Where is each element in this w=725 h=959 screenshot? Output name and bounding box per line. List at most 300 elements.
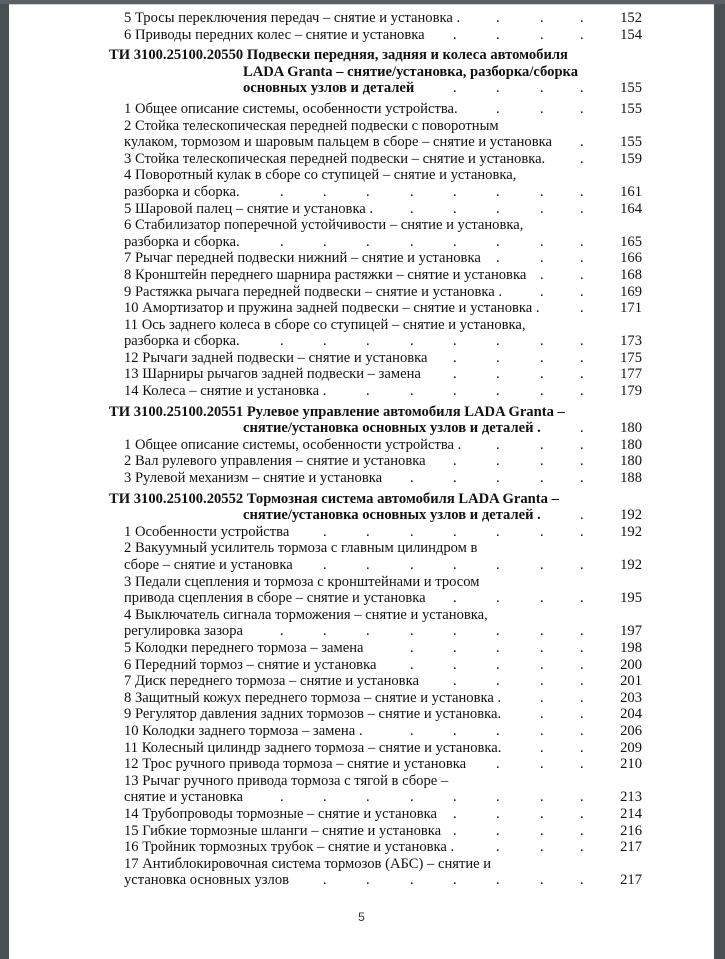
leader-dot: .	[540, 100, 544, 117]
toc-page-number: 159	[620, 150, 642, 167]
toc-entry[interactable]	[9, 317, 714, 350]
leader-dot: .	[410, 872, 414, 889]
leader-dot: .	[410, 639, 414, 656]
leader-dot: .	[580, 453, 584, 470]
leader-dot: .	[280, 333, 284, 350]
toc-line	[9, 773, 714, 790]
leader-dot: .	[580, 839, 584, 856]
toc-line	[9, 590, 714, 607]
toc-entry-text: 4 Поворотный кулак в сборе со ступицей – снятие и установка,	[124, 167, 517, 184]
toc-entry-text: 9 Растяжка рычага передней подвески – снятие и установка .	[124, 283, 503, 300]
toc-line	[9, 201, 714, 218]
leader-dot: .	[540, 10, 544, 26]
toc-page-number: 206	[620, 722, 642, 739]
toc-line	[9, 806, 714, 823]
toc-page-number: 213	[620, 789, 642, 806]
leader-dot: .	[540, 839, 544, 856]
toc-page-number: 169	[620, 283, 642, 300]
leader-dot: .	[496, 557, 500, 573]
leader-dot: .	[280, 183, 284, 200]
toc-entry[interactable]	[9, 740, 714, 757]
leader-dot: .	[453, 623, 457, 640]
toc-entry[interactable]	[9, 773, 714, 806]
toc-page-number: 155	[620, 80, 642, 97]
toc-line	[9, 184, 714, 201]
toc-section-heading[interactable]	[9, 47, 714, 97]
leader-dot: .	[496, 10, 500, 26]
leader-dot: .	[496, 805, 500, 822]
toc-page-number: 165	[620, 233, 642, 250]
toc-entry-text: кулаком, тормозом и шаровым пальцем в сборе – снятие и установка	[124, 134, 552, 151]
section-code: ТИ 3100.25100.20552	[109, 490, 244, 507]
leader-dot: .	[453, 200, 457, 217]
leader-dot: .	[496, 470, 500, 487]
leader-dot: .	[580, 590, 584, 607]
toc-entry-text: 3 Педали сцепления и тормоза с кронштейнами и тросом	[124, 573, 480, 590]
toc-entry-text: 2 Вал рулевого управления – снятие и установка	[124, 453, 426, 470]
toc-entry-text: снятие/установка основных узлов и деталей .	[243, 420, 541, 437]
toc-page-number: 164	[620, 200, 642, 217]
toc-line	[9, 839, 714, 856]
leader-dot: .	[540, 250, 544, 267]
toc-entry-text: 1 Особенности устройства	[124, 523, 290, 540]
toc-entry[interactable]	[9, 640, 714, 657]
toc-page-number: 198	[620, 639, 642, 656]
toc-entry[interactable]	[9, 690, 714, 707]
toc-page-number: 180	[620, 436, 642, 453]
toc-line	[9, 507, 714, 524]
toc-page-number: 192	[620, 507, 642, 524]
leader-dot: .	[580, 10, 584, 26]
toc-entry-text: разборка и сборка.	[124, 233, 240, 250]
toc-entry[interactable]	[9, 673, 714, 690]
leader-dot: .	[580, 366, 584, 383]
leader-dot: .	[323, 789, 327, 806]
toc-entry-text: 6 Приводы передних колес – снятие и установка	[124, 26, 425, 43]
leader-dot: .	[496, 366, 500, 383]
document-page	[9, 4, 714, 959]
toc-entry[interactable]	[9, 756, 714, 773]
leader-dot: .	[453, 590, 457, 607]
toc-entry[interactable]	[9, 267, 714, 284]
toc-page-number: 217	[620, 839, 642, 856]
toc-line	[9, 284, 714, 301]
dot-leader	[9, 383, 714, 400]
toc-entry[interactable]	[9, 723, 714, 740]
toc-page-number: 195	[620, 590, 642, 607]
leader-dot: .	[410, 470, 414, 487]
toc-page-number: 177	[620, 366, 642, 383]
leader-dot: .	[453, 822, 457, 839]
leader-dot: .	[496, 722, 500, 739]
leader-dot: .	[496, 756, 500, 773]
toc-entry-text: 15 Гибкие тормозные шланги – снятие и установка	[124, 822, 442, 839]
toc-entry-text: привода сцепления в сборе – снятие и установка	[124, 590, 426, 607]
toc-line	[9, 101, 714, 118]
leader-dot: .	[496, 250, 500, 267]
toc-entry-text	[109, 404, 565, 421]
leader-dot: .	[580, 739, 584, 756]
toc-page-number: 216	[620, 822, 642, 839]
toc-page-number: 168	[620, 266, 642, 283]
toc-line	[9, 657, 714, 674]
leader-dot: .	[540, 80, 544, 97]
toc-entry[interactable]	[9, 453, 714, 470]
leader-dot: .	[366, 383, 370, 400]
toc-entry-text: 7 Рычаг передней подвески нижний – снятие и установка	[124, 250, 481, 267]
leader-dot: .	[453, 523, 457, 540]
leader-dot: .	[540, 706, 544, 723]
toc-entry-text: 3 Стойка телескопическая передней подвески – снятие и установка.	[124, 150, 546, 167]
leader-dot: .	[540, 822, 544, 839]
section-code: ТИ 3100.25100.20550	[109, 47, 244, 64]
leader-dot: .	[540, 470, 544, 487]
leader-dot: .	[580, 789, 584, 806]
leader-dot: .	[540, 349, 544, 366]
leader-dot: .	[496, 590, 500, 607]
toc-entry-text: 13 Шарниры рычагов задней подвески – замена	[124, 366, 421, 383]
leader-dot: .	[496, 639, 500, 656]
section-title-line: Рулевое управление автомобиля LADA Granta –	[246, 403, 565, 420]
leader-dot: .	[453, 383, 457, 400]
leader-dot: .	[540, 283, 544, 300]
toc-entry-text	[109, 491, 559, 508]
toc-line	[9, 317, 714, 334]
toc-entry[interactable]	[9, 250, 714, 267]
leader-dot: .	[580, 557, 584, 573]
leader-dot: .	[496, 100, 500, 117]
leader-dot: .	[580, 80, 584, 97]
leader-dot: .	[580, 383, 584, 400]
leader-dot: .	[410, 557, 414, 573]
toc-entry-text: 5 Шаровой палец – снятие и установка .	[124, 200, 374, 217]
toc-line	[9, 151, 714, 168]
leader-dot: .	[496, 656, 500, 673]
toc-page-number: 204	[620, 706, 642, 723]
toc-page-number: 180	[620, 420, 642, 437]
leader-dot: .	[410, 383, 414, 400]
leader-dot: .	[580, 349, 584, 366]
toc-line	[9, 80, 714, 97]
leader-dot: .	[540, 689, 544, 706]
dot-leader	[9, 524, 714, 541]
toc-line	[9, 10, 714, 27]
toc-entry[interactable]	[9, 300, 714, 317]
toc-entry[interactable]	[9, 607, 714, 640]
leader-dot: .	[453, 722, 457, 739]
toc-entry-text: 3 Рулевой механизм – снятие и установка	[124, 470, 383, 487]
toc-line	[9, 27, 714, 44]
dot-leader	[9, 789, 714, 806]
toc-line	[9, 383, 714, 400]
toc-line	[9, 234, 714, 251]
leader-dot: .	[323, 183, 327, 200]
toc-entry[interactable]	[9, 823, 714, 840]
leader-dot: .	[496, 80, 500, 97]
leader-dot: .	[496, 839, 500, 856]
leader-dot: .	[540, 266, 544, 283]
toc-entry[interactable]	[9, 27, 714, 44]
toc-entry-text: LADA Granta – снятие/установка, разборка/сборка	[243, 63, 579, 80]
leader-dot: .	[453, 805, 457, 822]
toc-entry[interactable]	[9, 151, 714, 168]
leader-dot: .	[453, 673, 457, 690]
leader-dot: .	[580, 200, 584, 217]
toc-entry[interactable]	[9, 574, 714, 607]
leader-dot: .	[453, 453, 457, 470]
toc-line	[9, 491, 714, 508]
section-title-line: Тормозная система автомобиля LADA Granta –	[246, 490, 559, 507]
leader-dot: .	[496, 436, 500, 453]
leader-dot: .	[496, 872, 500, 889]
toc-entry-text: 14 Трубопроводы тормозные – снятие и установка	[124, 805, 437, 822]
toc-entry[interactable]	[9, 806, 714, 823]
leader-dot: .	[453, 349, 457, 366]
toc-line	[9, 167, 714, 184]
toc-page-number: 214	[620, 805, 642, 822]
toc-section-heading[interactable]	[9, 491, 714, 524]
leader-dot: .	[580, 283, 584, 300]
toc-entry-text: 16 Тройник тормозных трубок – снятие и установка .	[124, 839, 455, 856]
leader-dot: .	[323, 233, 327, 250]
toc-line	[9, 404, 714, 421]
toc-entry-text: 1 Общее описание системы, особенности устройства.	[124, 100, 458, 117]
leader-dot: .	[323, 523, 327, 540]
toc-entry[interactable]	[9, 856, 714, 889]
leader-dot: .	[366, 623, 370, 640]
toc-entry-text: снятие/установка основных узлов и деталей .	[243, 507, 541, 524]
leader-dot: .	[366, 557, 370, 573]
leader-dot: .	[496, 623, 500, 640]
toc-page-number: 173	[620, 333, 642, 350]
toc-page-number: 155	[620, 134, 642, 151]
toc-entry-text: 7 Диск переднего тормоза – снятие и установка	[124, 673, 419, 690]
toc-page-number: 200	[620, 656, 642, 673]
leader-dot: .	[580, 656, 584, 673]
leader-dot: .	[580, 722, 584, 739]
toc-entry-text	[109, 47, 568, 64]
toc-entry[interactable]	[9, 470, 714, 487]
leader-dot: .	[366, 233, 370, 250]
leader-dot: .	[580, 470, 584, 487]
leader-dot: .	[580, 639, 584, 656]
leader-dot: .	[453, 183, 457, 200]
toc-line	[9, 350, 714, 367]
toc-page-number: 155	[620, 100, 642, 117]
leader-dot: .	[580, 507, 584, 524]
leader-dot: .	[540, 200, 544, 217]
leader-dot: .	[410, 656, 414, 673]
leader-dot: .	[453, 872, 457, 889]
toc-entry-text: 6 Стабилизатор поперечной устойчивости – снятие и установка,	[124, 217, 524, 234]
toc-line	[9, 557, 714, 574]
toc-entry[interactable]	[9, 383, 714, 400]
toc-entry-text: 2 Вакуумный усилитель тормоза с главным цилиндром в	[124, 540, 478, 557]
leader-dot: .	[410, 623, 414, 640]
leader-dot: .	[453, 557, 457, 573]
toc-line	[9, 524, 714, 541]
leader-dot: .	[540, 383, 544, 400]
toc-page-number: 201	[620, 673, 642, 690]
leader-dot: .	[410, 200, 414, 217]
leader-dot: .	[580, 134, 584, 151]
toc-page-number: 188	[620, 470, 642, 487]
leader-dot: .	[496, 673, 500, 690]
toc-entry-text: 17 Антиблокировочная система тормозов (АБС) – снятие и	[124, 855, 492, 872]
toc-entry-text: 11 Колесный цилиндр заднего тормоза – снятие и установка.	[124, 739, 502, 756]
leader-dot: .	[453, 789, 457, 806]
leader-dot: .	[580, 822, 584, 839]
toc-page-number: 180	[620, 453, 642, 470]
section-title-line: Подвески передняя, задняя и колеса автомобиля	[246, 47, 568, 64]
toc-line	[9, 118, 714, 135]
toc-page-number: 217	[620, 872, 642, 889]
leader-dot: .	[540, 453, 544, 470]
toc-entry[interactable]	[9, 706, 714, 723]
toc-entry-text: 13 Рычаг ручного привода тормоза с тягой в сборе –	[124, 772, 449, 789]
toc-entry-text: основных узлов и деталей	[243, 80, 415, 97]
leader-dot: .	[453, 26, 457, 43]
leader-dot: .	[496, 349, 500, 366]
leader-dot: .	[366, 789, 370, 806]
leader-dot: .	[540, 656, 544, 673]
leader-dot: .	[580, 436, 584, 453]
toc-line	[9, 574, 714, 591]
toc-entry-text: 12 Рычаги задней подвески – снятие и установка	[124, 349, 428, 366]
leader-dot: .	[580, 805, 584, 822]
toc-entry[interactable]	[9, 540, 714, 573]
toc-line	[9, 470, 714, 487]
leader-dot: .	[540, 739, 544, 756]
leader-dot: .	[280, 233, 284, 250]
toc-entry-text: 14 Колеса – снятие и установка .	[124, 383, 327, 400]
leader-dot: .	[453, 233, 457, 250]
toc-line	[9, 789, 714, 806]
toc-line	[9, 740, 714, 757]
dot-leader	[9, 872, 714, 889]
toc-line	[9, 690, 714, 707]
toc-entry-text: 5 Колодки переднего тормоза – замена	[124, 639, 364, 656]
leader-dot: .	[496, 453, 500, 470]
toc-section-heading[interactable]	[9, 404, 714, 437]
leader-dot: .	[453, 333, 457, 350]
toc-entry[interactable]	[9, 201, 714, 218]
toc-entry-text: разборка и сборка.	[124, 333, 240, 350]
leader-dot: .	[280, 623, 284, 640]
toc-entry-text: 9 Регулятор давления задних тормозов – снятие и установка.	[124, 706, 502, 723]
toc-entry-text: 4 Выключатель сигнала торможения – снятие и установка,	[124, 606, 488, 623]
leader-dot: .	[540, 523, 544, 540]
toc-page-number: 171	[620, 300, 642, 317]
toc-entry-text: 2 Стойка телескопическая передней подвески с поворотным	[124, 117, 499, 134]
leader-dot: .	[580, 756, 584, 773]
toc-entry[interactable]	[9, 366, 714, 383]
leader-dot: .	[366, 183, 370, 200]
leader-dot: .	[580, 673, 584, 690]
toc-page-number: 175	[620, 349, 642, 366]
toc-line	[9, 267, 714, 284]
toc-entry[interactable]	[9, 839, 714, 856]
leader-dot: .	[580, 183, 584, 200]
leader-dot: .	[580, 300, 584, 317]
toc-line	[9, 856, 714, 873]
leader-dot: .	[453, 366, 457, 383]
leader-dot: .	[540, 233, 544, 250]
toc-entry[interactable]	[9, 657, 714, 674]
leader-dot: .	[540, 333, 544, 350]
toc-line	[9, 453, 714, 470]
section-code: ТИ 3100.25100.20551	[109, 403, 244, 420]
dot-leader	[9, 333, 714, 350]
leader-dot: .	[323, 872, 327, 889]
leader-dot: .	[540, 26, 544, 43]
leader-dot: .	[496, 383, 500, 400]
toc-entry[interactable]	[9, 101, 714, 118]
toc-line	[9, 706, 714, 723]
toc-line	[9, 607, 714, 624]
leader-dot: .	[323, 623, 327, 640]
toc-entry[interactable]	[9, 167, 714, 200]
leader-dot: .	[280, 789, 284, 806]
leader-dot: .	[580, 26, 584, 43]
leader-dot: .	[410, 333, 414, 350]
leader-dot: .	[410, 233, 414, 250]
toc-entry[interactable]	[9, 524, 714, 541]
leader-dot: .	[540, 436, 544, 453]
toc-line	[9, 217, 714, 234]
toc-line	[9, 366, 714, 383]
toc-entry-text: разборка и сборка.	[124, 183, 240, 200]
toc-entry[interactable]	[9, 350, 714, 367]
dot-leader	[9, 557, 714, 574]
dot-leader	[9, 623, 714, 640]
leader-dot: .	[580, 420, 584, 437]
leader-dot: .	[410, 523, 414, 540]
leader-dot: .	[496, 200, 500, 217]
dot-leader	[9, 184, 714, 201]
toc-page-number: 192	[620, 523, 642, 540]
leader-dot: .	[540, 673, 544, 690]
toc-entry-text: 10 Колодки заднего тормоза – замена .	[124, 722, 363, 739]
toc-entry-text: 1 Общее описание системы, особенности устройства .	[124, 436, 462, 453]
toc-entry[interactable]	[9, 284, 714, 301]
toc-line	[9, 823, 714, 840]
toc-page-number: 210	[620, 756, 642, 773]
leader-dot: .	[540, 722, 544, 739]
toc-line	[9, 673, 714, 690]
leader-dot: .	[540, 623, 544, 640]
toc-entry[interactable]	[9, 118, 714, 151]
leader-dot: .	[580, 100, 584, 117]
toc-entry-text: сборе – снятие и установка	[124, 557, 293, 573]
toc-entry[interactable]	[9, 437, 714, 454]
leader-dot: .	[540, 183, 544, 200]
toc-page-number: 152	[620, 10, 642, 26]
leader-dot: .	[580, 266, 584, 283]
toc-page-number: 161	[620, 183, 642, 200]
toc-page-number: 154	[620, 26, 642, 43]
leader-dot: .	[453, 656, 457, 673]
toc-entry-text: 11 Ось заднего колеса в сборе со ступицей – снятие и установка,	[124, 316, 526, 333]
toc-entry[interactable]	[9, 10, 714, 27]
toc-line	[9, 640, 714, 657]
toc-entry[interactable]	[9, 217, 714, 250]
leader-dot: .	[580, 250, 584, 267]
toc-line	[9, 300, 714, 317]
leader-dot: .	[580, 872, 584, 889]
toc-entry-text: 5 Тросы переключения передач – снятие и установка .	[124, 10, 461, 26]
leader-dot: .	[540, 872, 544, 889]
